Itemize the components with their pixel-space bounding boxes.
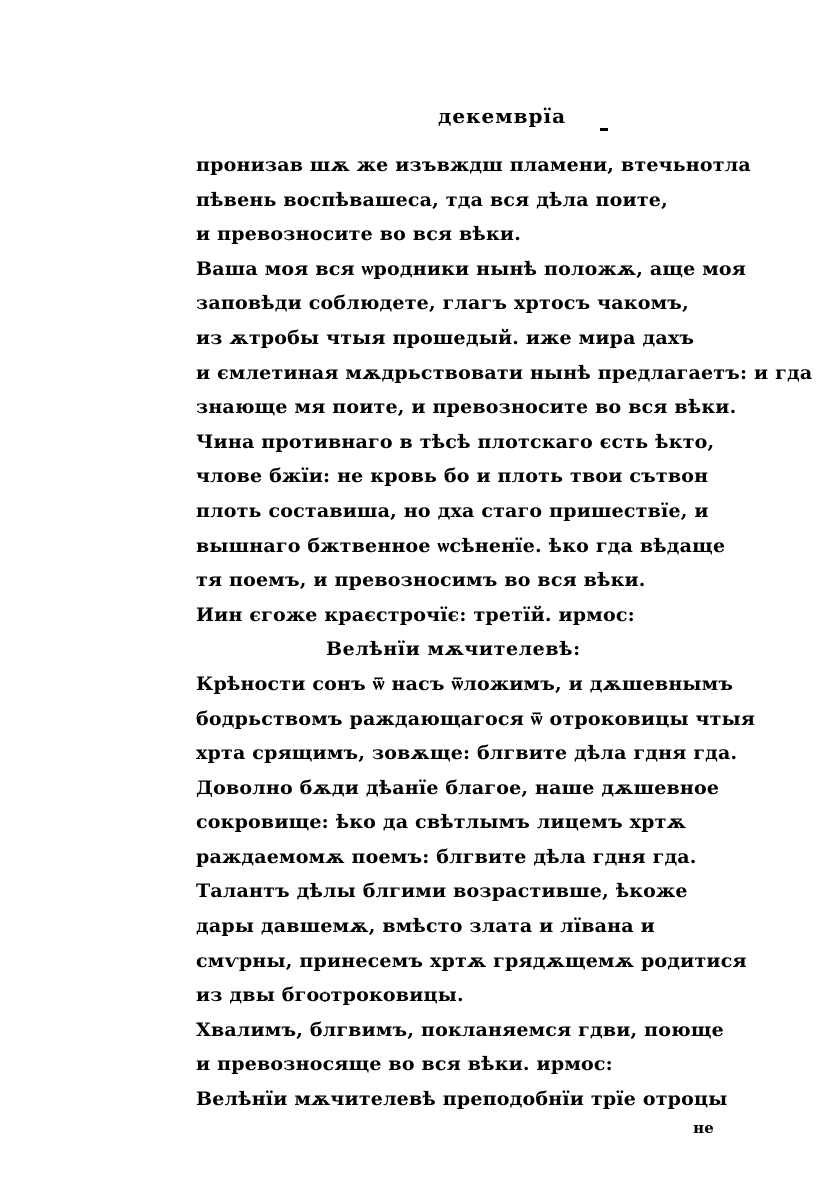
text-line: из двы бгоѻтроковицы.	[196, 984, 464, 1007]
text-line: тя поемъ, и превозносимъ во вся вѣки.	[196, 569, 646, 592]
dash-mark	[600, 128, 608, 131]
text-line: пронизав шѫ же изъвждш пламени, втечьнотла	[196, 154, 751, 176]
text-line: бодрьствомъ раждающагося ѿ отроковицы чтыя	[196, 707, 756, 730]
text-line: и превозносите во вся вѣки.	[196, 223, 522, 246]
text-line: смѵрны, принесемъ хртѫ грядѫщемѫ родитися	[196, 949, 747, 972]
text-line: сокровище: ѣко да свѣтлымъ лицемъ хртѫ	[196, 811, 686, 834]
text-line: раждаемомѫ поемъ: блгвите дѣла гдня гда.	[196, 845, 697, 868]
text-line: дары давшемѫ, вмѣсто злата и лївана и	[196, 915, 655, 938]
text-line: Иин єгоже краєстрочїє: третїй. ирмос:	[196, 603, 635, 626]
text-line: Доволно бѫди дѣанїе благое, наше дѫшевное	[196, 776, 720, 799]
text-line: пѣвень воспѣвашеса, тда вся дѣла поите,	[196, 188, 668, 211]
text-line: заповѣди соблюдете, глагъ хртосъ чакомъ,	[196, 292, 689, 315]
text-line: из ѫтробы чтыя прошедый. иже мира дахъ	[196, 326, 695, 349]
text-line: хрта срящимъ, зовѫще: блгвите дѣла гдня гда.	[196, 742, 738, 765]
text-line: Велѣнїи мѫчителевѣ преподобнїи трїе отроцы	[196, 1088, 728, 1111]
text-line: Ваша моя вся ѡродники нынѣ положѫ, аще моя	[196, 257, 747, 280]
text-line: Талантъ дѣлы блгими возрастивше, ѣкоже	[196, 880, 688, 903]
running-head: декемврїа	[438, 104, 567, 128]
text-line: и превозносяще во вся вѣки. ирмос:	[196, 1053, 613, 1076]
text-line: плоть составиша, но дха стаго пришествїе, и	[196, 499, 709, 522]
text-line: Хвалимъ, блгвимъ, покланяемся гдви, поюще	[196, 1018, 724, 1041]
catchword: не	[693, 1118, 714, 1137]
text-line: и ємлетиная мѫдрьствовати нынѣ предлагаетъ: и гда	[196, 361, 813, 384]
text-line: вышнаго бжтвенное ѡсѣненїе. ѣко гда вѣдаще	[196, 534, 726, 557]
text-line: Чина противнаго в тѣсѣ плотскаго єсть ѣкто,	[196, 430, 715, 453]
text-line: Крѣности сонъ ѿ насъ ѿложимъ, и дѫшевнымъ	[196, 672, 734, 695]
text-line: знающе мя поите, и превозносите во вся вѣки.	[196, 396, 737, 419]
text-line: члове бжїи: не кровь бо и плоть твои сътвон	[196, 465, 709, 488]
hymn-heading: Велѣнїи мѫчителевѣ:	[326, 638, 581, 661]
text-block	[196, 148, 813, 1139]
